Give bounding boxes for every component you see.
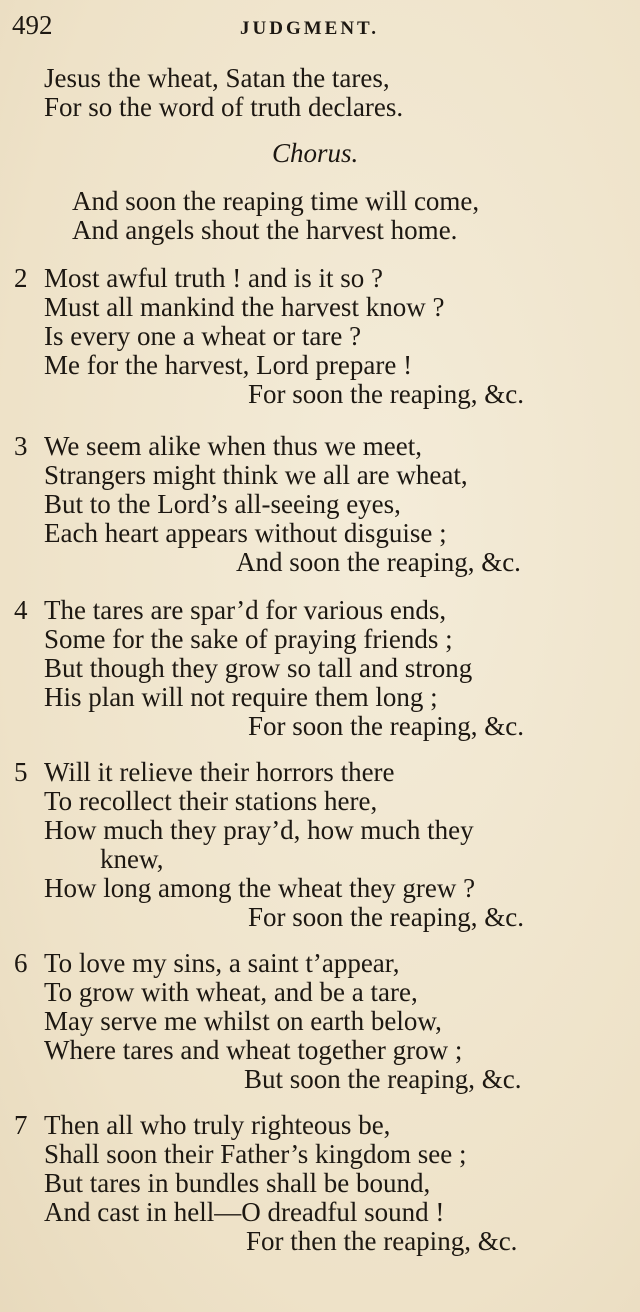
verse-line: His plan will not require them long ; <box>44 682 438 712</box>
verse-line: Then all who truly righteous be, <box>44 1110 391 1140</box>
verse-line: Some for the sake of praying friends ; <box>44 624 453 654</box>
intro-line: Jesus the wheat, Satan the tares, <box>44 63 390 93</box>
refrain-line: For soon the reaping, &c. <box>248 711 524 741</box>
refrain-line: For soon the reaping, &c. <box>248 379 524 409</box>
verse-line: To recollect their stations here, <box>44 786 378 816</box>
verse-line: But though they grow so tall and strong <box>44 653 473 683</box>
verse-line: And cast in hell—O dreadful sound ! <box>44 1197 445 1227</box>
verse-line: How much they pray’d, how much they <box>44 815 474 845</box>
running-head: JUDGMENT. <box>240 18 380 39</box>
verse-line: We seem alike when thus we meet, <box>44 431 422 461</box>
chorus-heading: Chorus. <box>272 138 359 168</box>
refrain-line: And soon the reaping, &c. <box>236 547 521 577</box>
verse-line: May serve me whilst on earth below, <box>44 1006 442 1036</box>
chorus-line: And soon the reaping time will come, <box>72 186 480 216</box>
stanza-number: 4 <box>14 595 28 625</box>
page-number: 492 <box>12 10 53 40</box>
verse-line: To grow with wheat, and be a tare, <box>44 977 418 1007</box>
verse-line: But tares in bundles shall be bound, <box>44 1168 431 1198</box>
verse-line: Is every one a wheat or tare ? <box>44 321 362 351</box>
verse-line: Strangers might think we all are wheat, <box>44 460 468 490</box>
intro-line: For so the word of truth declares. <box>44 92 404 122</box>
verse-line: Shall soon their Father’s kingdom see ; <box>44 1139 467 1169</box>
verse-line: How long among the wheat they grew ? <box>44 873 476 903</box>
verse-line: Most awful truth ! and is it so ? <box>44 263 383 293</box>
refrain-line: For then the reaping, &c. <box>246 1226 518 1256</box>
verse-line: Each heart appears without disguise ; <box>44 518 447 548</box>
verse-line: To love my sins, a saint t’appear, <box>44 948 400 978</box>
verse-line: Me for the harvest, Lord prepare ! <box>44 350 413 380</box>
chorus-line: And angels shout the harvest home. <box>72 215 458 245</box>
verse-line: knew, <box>100 844 164 874</box>
verse-line: The tares are spar’d for various ends, <box>44 595 447 625</box>
verse-line: Will it relieve their horrors there <box>44 757 395 787</box>
stanza-number: 6 <box>14 948 28 978</box>
stanza-number: 7 <box>14 1110 28 1140</box>
stanza-number: 2 <box>14 263 28 293</box>
verse-line: But to the Lord’s all-seeing eyes, <box>44 489 401 519</box>
refrain-line: But soon the reaping, &c. <box>244 1064 522 1094</box>
refrain-line: For soon the reaping, &c. <box>248 902 524 932</box>
page-header <box>0 10 640 44</box>
stanza-number: 3 <box>14 431 28 461</box>
stanza-number: 5 <box>14 757 28 787</box>
verse-line: Where tares and wheat together grow ; <box>44 1035 463 1065</box>
verse-line: Must all mankind the harvest know ? <box>44 292 445 322</box>
